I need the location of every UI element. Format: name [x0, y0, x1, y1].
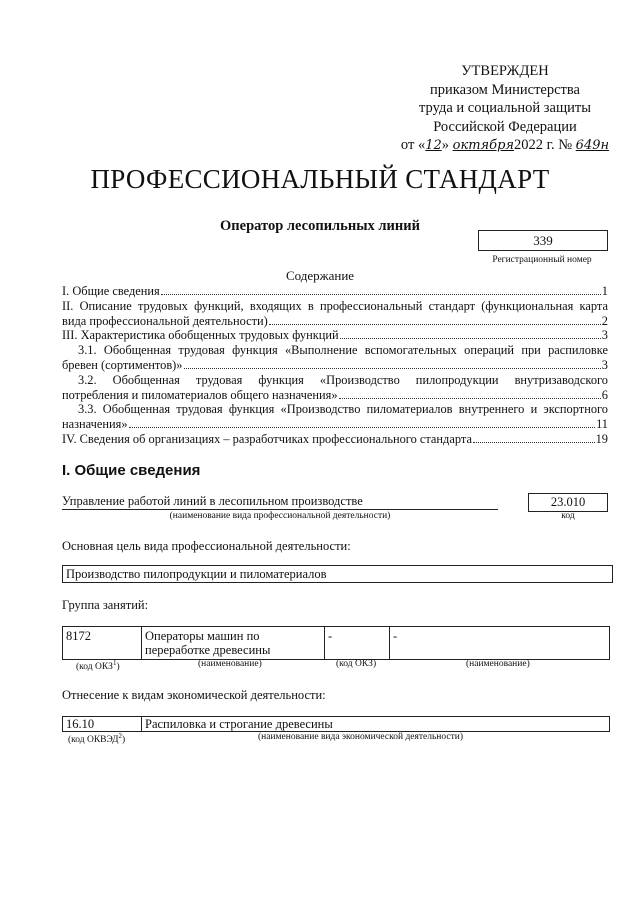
toc-title: Содержание	[285, 268, 355, 283]
okved-name-label: (наименование вида экономической деятельности)	[258, 732, 463, 742]
okved-name: Распиловка и строгание древесины	[142, 717, 610, 732]
approval-heading: УТВЕРЖДЕН	[461, 63, 549, 79]
okz-code-label-2: (код ОКЗ)	[336, 659, 377, 669]
handwritten-order-number: 649н	[575, 138, 610, 153]
toc-item[interactable]: IV. Сведения об организациях – разработчиках профессионального стандарта 19	[62, 431, 608, 446]
registration-number-box: 339	[478, 230, 608, 251]
handwritten-day: 12	[425, 138, 442, 153]
toc-item[interactable]: 3.3. Обобщенная трудовая функция «Производство пиломатериалов внутреннего и экспортного назначения» 11	[62, 402, 608, 432]
registration-number-label: Регистрационный номер	[492, 255, 592, 265]
activity-code-box: 23.010	[528, 493, 608, 512]
toc-item[interactable]: I. Общие сведения 1	[62, 284, 608, 298]
approval-block	[390, 62, 620, 156]
toc-item[interactable]: 3.1. Обобщенная трудовая функция «Выполнение вспомогательных операций при распиловке бревен (сортиментов)» 3	[62, 343, 608, 372]
occupation-table	[62, 626, 610, 660]
section-heading: I. Общие сведения	[62, 462, 201, 479]
approval-line: приказом Министерства	[430, 81, 580, 98]
okved-code-label: (код ОКВЭД$^2$)	[68, 732, 126, 746]
toc-item[interactable]: 3.2. Обобщенная трудовая функция «Производство пилопродукции внутризаводского потребления и пиломатериалов общего назначения» 6	[62, 372, 608, 402]
standard-name: Оператор лесопильных линий	[220, 218, 420, 234]
main-goal-box: Производство пилопродукции и пиломатериалов	[62, 565, 613, 583]
approval-date-line: от «12» октября2022 г. № 649н	[400, 137, 610, 153]
okz-code-2: -	[325, 627, 390, 660]
okz-code-1: 8172	[63, 627, 142, 660]
okved-code: 16.10	[63, 717, 142, 732]
activity-code-label: код	[561, 511, 575, 521]
okz-name-label-2: (наименование)	[466, 659, 530, 669]
okz-name-label: (наименование)	[198, 659, 262, 669]
okz-name-2: -	[390, 627, 610, 660]
table-of-contents	[62, 284, 608, 447]
economic-activity-label: Отнесение к видам экономической деятельности:	[62, 688, 326, 702]
handwritten-month: октября	[452, 138, 515, 153]
toc-item[interactable]: II. Описание трудовых функций, входящих в профессиональный стандарт (функциональная карта вида профессиональной деятельности) 2	[62, 298, 608, 328]
approval-line: Российской Федерации	[433, 118, 577, 135]
okz-name-1: Операторы машин по переработке древесины	[142, 627, 325, 660]
main-goal-label: Основная цель вида профессиональной деятельности:	[62, 539, 351, 553]
approval-line: труда и социальной защиты	[419, 100, 591, 116]
toc-item[interactable]: III. Характеристика обобщенных трудовых функций 3	[62, 328, 608, 343]
okved-table	[62, 716, 610, 732]
okz-code-label: (код ОКЗ$^1$)	[76, 659, 120, 673]
activity-name: Управление работой линий в лесопильном производстве	[62, 494, 498, 510]
occupation-group-label: Группа занятий:	[62, 598, 149, 612]
document-title: ПРОФЕССИОНАЛЬНЫЙ СТАНДАРТ	[90, 164, 550, 194]
activity-name-label: (наименование вида профессиональной деятельности)	[169, 511, 391, 521]
